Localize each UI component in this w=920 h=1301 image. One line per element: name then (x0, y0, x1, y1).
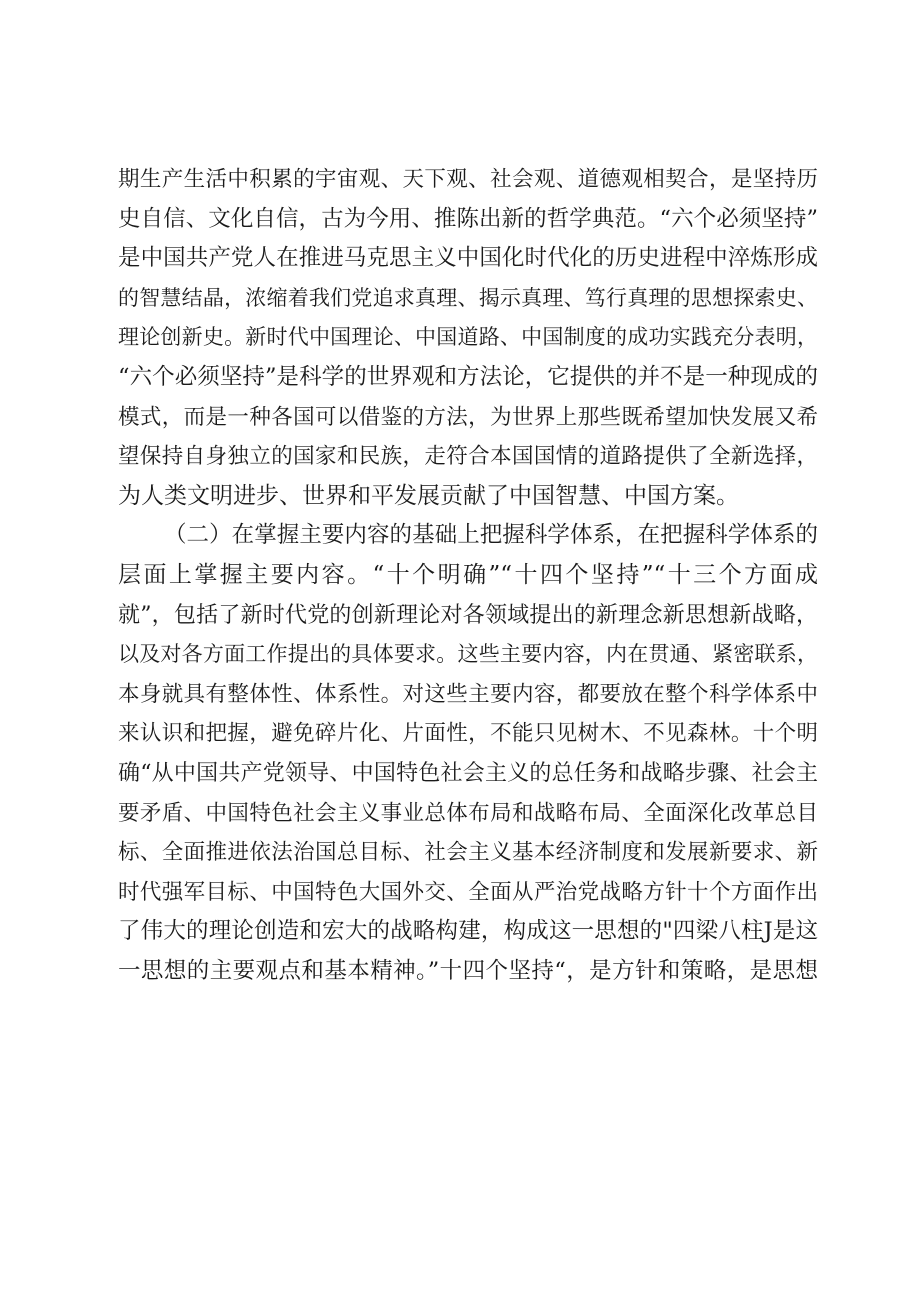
text-line: 望保持自身独立的国家和民族，走符合本国国情的道路提供了全新选择， (118, 444, 818, 470)
text-line: 为人类文明进步、世界和平发展贡献了中国智慧、中国方案。 (118, 482, 739, 509)
text-line: 一思想的主要观点和基本精神。”十四个坚持“，是方针和策略，是思想 (118, 957, 818, 984)
text-line: 期生产生活中积累的宇宙观、天下观、社会观、道德观相契合，是坚持历 (118, 167, 818, 192)
text-line: 模式，而是一种各国可以借鉴的方法，为世界上那些既希望加快发展又希 (118, 404, 818, 430)
text-line: 了伟大的理论创造和宏大的战略构建，构成这一思想的"四梁八柱J是这 (118, 918, 818, 945)
text-line: 理论创新史。新时代中国理论、中国道路、中国制度的成功实践充分表明， (118, 325, 818, 350)
text-line: 确“从中国共产党领导、中国特色社会主义的总任务和战略步骤、社会主 (118, 760, 818, 786)
text-line: 时代强军目标、中国特色大国外交、全面从严治党战略方针十个方面作出 (118, 879, 818, 905)
text-line: “六个必须坚持”是科学的世界观和方法论，它提供的并不是一种现成的 (118, 363, 818, 390)
text-line: 层面上掌握主要内容。“十个明确”“十四个坚持”“十三个方面成 (118, 561, 818, 588)
section-heading-line: （二）在掌握主要内容的基础上把握科学体系，在把握科学体系的 (164, 522, 818, 549)
text-line: 标、全面推进依法治国总目标、社会主义基本经济制度和发展新要求、新 (118, 840, 818, 866)
text-line: 是中国共产党人在推进马克思主义中国化时代化的历史进程中淬炼形成 (118, 245, 818, 272)
text-line: 本身就具有整体性、体系性。对这些主要内容，都要放在整个科学体系中 (118, 681, 818, 707)
body-text (118, 160, 818, 991)
text-line: 就”，包括了新时代党的创新理论对各领域提出的新理念新思想新战略， (118, 602, 818, 628)
text-line: 要矛盾、中国特色社会主义事业总体布局和战略布局、全面深化改革总目 (118, 800, 818, 826)
text-line: 以及对各方面工作提出的具体要求。这些主要内容，内在贯通、紧密联系， (118, 642, 818, 667)
text-line: 来认识和把握，避免碎片化、片面性，不能只见树木、不见森林。十个明 (118, 721, 818, 747)
text-line: 的智慧结晶，浓缩着我们党追求真理、揭示真理、笃行真理的思想探索史、 (118, 285, 818, 310)
text-line: 史自信、文化自信，古为今用、推陈出新的哲学典范。“六个必须坚持” (118, 205, 818, 232)
